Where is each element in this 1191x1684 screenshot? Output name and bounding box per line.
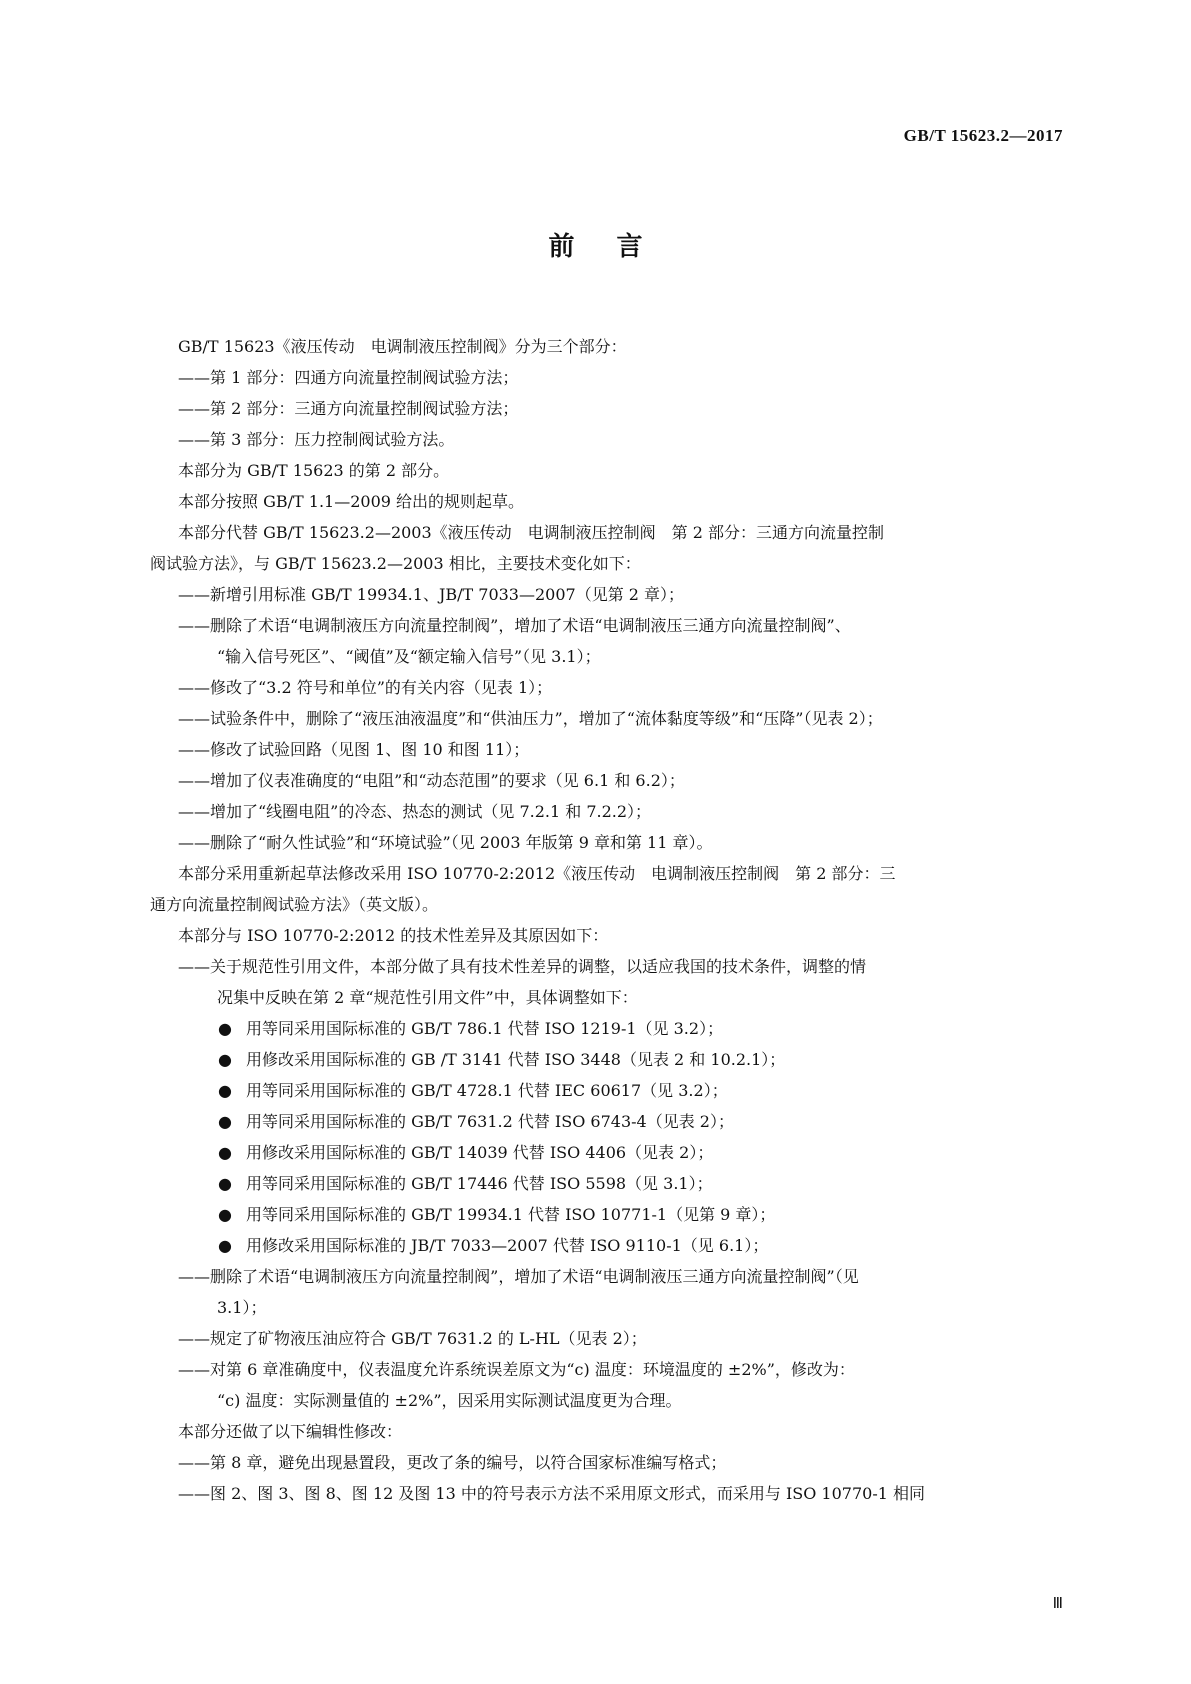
bullet-item [150,1137,1062,1168]
bullet-text: 用等同采用国际标准的 GB/T 19934.1 代替 ISO 10771-1（见第 9 章）； [246,1205,776,1224]
list-item: ——增加了“线圈电阻”的冷态、热态的测试（见 7.2.1 和 7.2.2）； [178,802,652,821]
bullet-text: 用等同采用国际标准的 GB/T 17446 代替 ISO 5598（见 3.1）； [246,1174,713,1193]
list-item: ——删除了“耐久性试验”和“环境试验”（见 2003 年版第 9 章和第 11 章）。 [178,833,713,852]
paragraph-line: 本部分采用重新起草法修改采用 ISO 10770-2:2012《液压传动 电调制液压控制阀 第 2 部分：三 [178,864,896,883]
list-item: ——对第 6 章准确度中，仪表温度允许系统误差原文为“c) 温度：环境温度的 ±2%”，修改为： [178,1360,855,1379]
paragraph-line: 本部分按照 GB/T 1.1—2009 给出的规则起草。 [178,492,525,511]
bullet-text: 用等同采用国际标准的 GB/T 786.1 代替 ISO 1219-1（见 3.2）； [246,1019,724,1038]
bullet-item [150,1230,1062,1261]
bullet-icon: ● [218,1143,232,1162]
bullet-icon: ● [218,1205,232,1224]
foreword-body [150,331,1062,1509]
paragraph-line: 本部分为 GB/T 15623 的第 2 部分。 [178,461,450,480]
page-title: 前言 [548,232,685,262]
paragraph-line: 本部分与 ISO 10770-2:2012 的技术性差异及其原因如下： [178,926,609,945]
list-item: ——删除了术语“电调制液压方向流量控制阀”，增加了术语“电调制液压三通方向流量控制阀”（见 [178,1267,859,1286]
bullet-text: 用等同采用国际标准的 GB/T 4728.1 代替 IEC 60617（见 3.2）； [246,1081,728,1100]
bullet-icon: ● [218,1236,232,1255]
bullet-icon: ● [218,1112,232,1131]
bullet-item [150,1075,1062,1106]
bullet-item [150,1199,1062,1230]
bullet-icon: ● [218,1050,232,1069]
bullet-item [150,1106,1062,1137]
bullet-text: 用等同采用国际标准的 GB/T 7631.2 代替 ISO 6743-4（见表 2）； [246,1112,734,1131]
bullet-text: 用修改采用国际标准的 GB /T 3141 代替 ISO 3448（见表 2 和 10.2.1）； [246,1050,786,1069]
bullet-icon: ● [218,1019,232,1038]
list-item: ——规定了矿物液压油应符合 GB/T 7631.2 的 L-HL（见表 2）； [178,1329,647,1348]
bullet-item [150,1013,1062,1044]
bullet-icon: ● [218,1174,232,1193]
paragraph-line: 本部分还做了以下编辑性修改： [178,1422,403,1441]
list-item: ——新增引用标准 GB/T 19934.1、JB/T 7033—2007（见第 2 章）； [178,585,685,604]
list-item: ——图 2、图 3、图 8、图 12 及图 13 中的符号表示方法不采用原文形式，而采用与 ISO 10770-1 相同 [178,1484,926,1503]
list-item: ——第 3 部分：压力控制阀试验方法。 [178,430,455,449]
paragraph-line: 通方向流量控制阀试验方法》（英文版）。 [150,895,439,914]
list-item: ——删除了术语“电调制液压方向流量控制阀”，增加了术语“电调制液压三通方向流量控制阀”、 [178,616,851,635]
list-item: ——第 1 部分：四通方向流量控制阀试验方法； [178,368,519,387]
list-item: ——修改了“3.2 符号和单位”的有关内容（见表 1）； [178,678,553,697]
list-item: ——试验条件中，删除了“液压油液温度”和“供油压力”，增加了“流体黏度等级”和“压降”（见表 2）； [178,709,883,728]
paragraph-line: 本部分代替 GB/T 15623.2—2003《液压传动 电调制液压控制阀 第 2 部分：三通方向流量控制 [178,523,885,542]
list-item: ——修改了试验回路（见图 1、图 10 和图 11）； [178,740,530,759]
bullet-text: 用修改采用国际标准的 JB/T 7033—2007 代替 ISO 9110-1（见 6.1）； [246,1236,769,1255]
standard-code: GB/T 15623.2—2017 [903,126,1063,145]
bullet-text: 用修改采用国际标准的 GB/T 14039 代替 ISO 4406（见表 2）； [246,1143,714,1162]
list-item: ——增加了仪表准确度的“电阻”和“动态范围”的要求（见 6.1 和 6.2）； [178,771,685,790]
list-item: ——关于规范性引用文件，本部分做了具有技术性差异的调整，以适应我国的技术条件，调整的情 [178,957,867,976]
list-item-continuation: “c) 温度：实际测量值的 ±2%”，因采用实际测试温度更为合理。 [217,1391,682,1410]
paragraph-line: 阀试验方法》，与 GB/T 15623.2—2003 相比，主要技术变化如下： [150,554,641,573]
page-number: Ⅲ [1052,1596,1063,1612]
list-item-continuation: 况集中反映在第 2 章“规范性引用文件”中，具体调整如下： [217,988,638,1007]
bullet-item [150,1044,1062,1075]
bullet-item [150,1168,1062,1199]
list-item-continuation: 3.1）； [217,1298,267,1317]
paragraph-line: GB/T 15623《液压传动 电调制液压控制阀》分为三个部分： [178,337,627,356]
bullet-icon: ● [218,1081,232,1100]
list-item: ——第 2 部分：三通方向流量控制阀试验方法； [178,399,519,418]
list-item: ——第 8 章，避免出现悬置段，更改了条的编号，以符合国家标准编写格式； [178,1453,727,1472]
list-item-continuation: “输入信号死区”、“阈值”及“额定输入信号”（见 3.1）； [217,647,601,666]
